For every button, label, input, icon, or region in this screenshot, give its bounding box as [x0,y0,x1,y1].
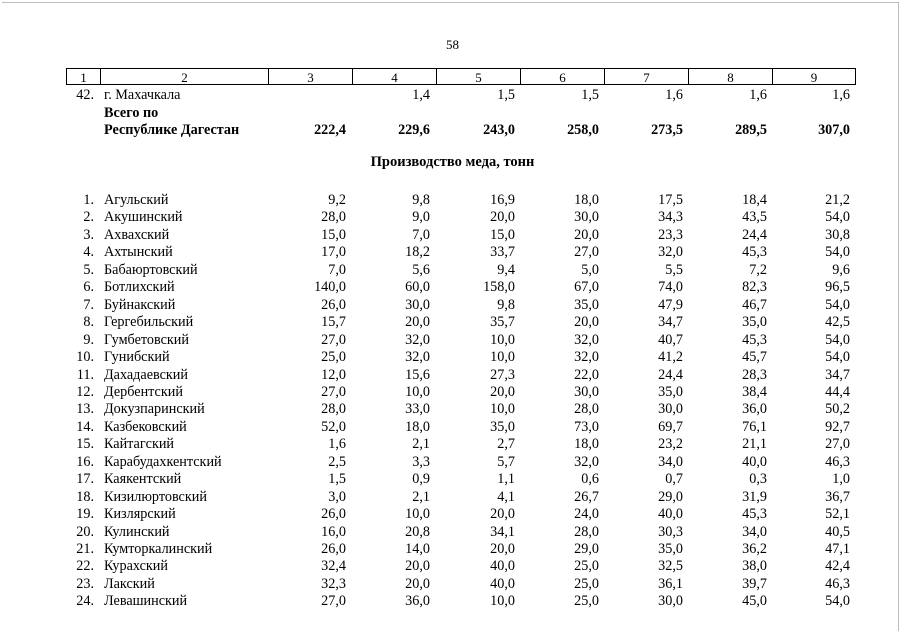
value-cell: 5,5 [665,261,683,278]
table-row [0,87,905,105]
value-cell: 7,0 [328,261,346,278]
value-cell: 32,5 [658,558,683,575]
row-number: 7. [83,296,94,313]
row-number: 5. [83,261,94,278]
district-name: Лакский [104,575,155,592]
district-name: Докузпаринский [104,401,205,418]
table-row [0,367,905,385]
row-number: 23. [76,575,94,592]
row-number: 2. [83,209,94,226]
value-cell: 5,6 [412,261,430,278]
value-cell: 45,7 [742,349,767,366]
value-cell: 3,3 [412,453,430,470]
value-cell: 27,0 [825,436,850,453]
value-cell: 28,0 [574,401,599,418]
table-row [0,593,905,611]
value-cell: 18,4 [742,192,767,208]
row-number: 9. [83,331,94,348]
value-cell: 34,3 [658,209,683,226]
district-name: Гергебильский [104,314,194,331]
value-cell: 31,9 [742,488,767,505]
table-row [0,401,905,419]
value-cell: 273,5 [651,122,683,138]
table-row [0,506,905,524]
page-number: 58 [446,37,459,52]
table-row [0,436,905,454]
value-cell: 25,0 [574,593,599,610]
value-cell: 27,0 [321,383,346,400]
value-cell: 20,8 [405,523,430,540]
value-cell: 52,0 [321,418,346,435]
value-cell: 28,0 [321,401,346,418]
value-cell: 39,7 [742,575,767,592]
table-row [0,384,905,402]
value-cell: 3,0 [328,488,346,505]
value-cell: 32,0 [658,244,683,261]
value-cell: 32,0 [574,453,599,470]
district-name: Кизлярский [104,506,176,523]
value-cell: 34,0 [742,523,767,540]
value-cell: 25,0 [321,349,346,366]
total-row [0,122,905,140]
row-number: 4. [83,244,94,261]
value-cell: 34,7 [825,366,850,383]
value-cell: 0,7 [665,471,683,488]
value-cell: 40,0 [658,506,683,523]
value-cell: 14,0 [405,541,430,557]
value-cell: 47,9 [658,296,683,313]
value-cell: 27,3 [490,366,515,383]
value-cell: 2,5 [328,453,346,470]
value-cell: 44,4 [825,383,850,400]
value-cell: 15,0 [490,226,515,243]
value-cell: 45,3 [742,331,767,348]
value-cell: 36,1 [658,575,683,592]
value-cell: 20,0 [405,558,430,575]
value-cell: 32,0 [574,349,599,366]
row-number: 13. [76,401,94,418]
table-row [0,454,905,472]
value-cell: 15,6 [405,366,430,383]
value-cell: 0,9 [412,471,430,488]
row-number: 42. [76,87,94,103]
value-cell: 29,0 [574,541,599,557]
row-number: 18. [76,488,94,505]
value-cell: 158,0 [483,279,515,296]
column-header-4: 4 [352,68,436,85]
table-row [0,297,905,315]
table-row [0,227,905,245]
value-cell: 26,0 [321,541,346,557]
value-cell: 32,0 [574,331,599,348]
district-name: Ботлихский [104,279,175,296]
value-cell: 40,0 [490,558,515,575]
value-cell: 222,4 [314,122,346,138]
district-name: Левашинский [104,593,188,610]
value-cell: 32,3 [321,575,346,592]
value-cell: 35,0 [742,314,767,331]
table-row [0,349,905,367]
column-header-9: 9 [772,68,856,85]
table-row [0,244,905,262]
value-cell: 40,7 [658,331,683,348]
value-cell: 20,0 [405,314,430,331]
value-cell: 12,0 [321,366,346,383]
value-cell: 0,3 [749,471,767,488]
value-cell: 243,0 [483,122,515,138]
value-cell: 20,0 [490,383,515,400]
value-cell: 9,8 [412,192,430,208]
value-cell: 1,6 [328,436,346,453]
value-cell: 26,7 [574,488,599,505]
value-cell: 40,0 [490,575,515,592]
value-cell: 20,0 [490,506,515,523]
value-cell: 34,7 [658,314,683,331]
column-header-3: 3 [268,68,352,85]
value-cell: 9,6 [832,261,850,278]
value-cell: 54,0 [825,331,850,348]
value-cell: 45,0 [742,593,767,610]
value-cell: 17,0 [321,244,346,261]
value-cell: 307,0 [818,122,850,138]
district-name: г. Махачкала [104,87,181,103]
section-title: Производство меда, тонн [370,154,535,170]
district-name: Дербентский [104,383,183,400]
row-number: 10. [76,349,94,366]
value-cell: 30,0 [574,209,599,226]
value-cell: 4,1 [497,488,515,505]
value-cell: 74,0 [658,279,683,296]
row-number: 16. [76,453,94,470]
value-cell: 25,0 [574,558,599,575]
value-cell: 140,0 [314,279,346,296]
value-cell: 10,0 [490,401,515,418]
value-cell: 35,0 [574,296,599,313]
value-cell: 2,1 [412,488,430,505]
value-cell: 15,7 [321,314,346,331]
value-cell: 36,0 [742,401,767,418]
column-header-1: 1 [66,68,100,85]
value-cell: 18,0 [405,418,430,435]
value-cell: 9,2 [328,192,346,208]
value-cell: 38,0 [742,558,767,575]
value-cell: 25,0 [574,575,599,592]
value-cell: 43,5 [742,209,767,226]
value-cell: 36,2 [742,541,767,557]
value-cell: 18,0 [574,436,599,453]
value-cell: 32,0 [405,331,430,348]
value-cell: 24,4 [742,226,767,243]
value-cell: 18,2 [405,244,430,261]
value-cell: 22,0 [574,366,599,383]
table-row [0,332,905,350]
value-cell: 27,0 [574,244,599,261]
total-label-row [0,105,905,123]
value-cell: 54,0 [825,209,850,226]
value-cell: 50,2 [825,401,850,418]
value-cell: 1,5 [581,87,599,103]
value-cell: 60,0 [405,279,430,296]
value-cell: 28,0 [321,209,346,226]
value-cell: 42,5 [825,314,850,331]
value-cell: 36,7 [825,488,850,505]
value-cell: 5,0 [581,261,599,278]
value-cell: 34,0 [658,453,683,470]
value-cell: 1,0 [832,471,850,488]
district-name: Гумбетовский [104,331,189,348]
value-cell: 9,0 [412,209,430,226]
table-row [0,419,905,437]
table-row [0,489,905,507]
value-cell: 32,4 [321,558,346,575]
row-number: 20. [76,523,94,540]
value-cell: 9,8 [497,296,515,313]
value-cell: 18,0 [574,192,599,208]
value-cell: 10,0 [490,331,515,348]
district-name: Кулинский [104,523,170,540]
value-cell: 69,7 [658,418,683,435]
value-cell: 2,7 [497,436,515,453]
row-number: 1. [83,192,94,208]
value-cell: 16,0 [321,523,346,540]
value-cell: 54,0 [825,244,850,261]
value-cell: 28,3 [742,366,767,383]
value-cell: 23,2 [658,436,683,453]
value-cell: 26,0 [321,296,346,313]
value-cell: 1,6 [665,87,683,103]
value-cell: 42,4 [825,558,850,575]
value-cell: 41,2 [658,349,683,366]
row-number: 3. [83,226,94,243]
value-cell: 35,0 [490,418,515,435]
value-cell: 28,0 [574,523,599,540]
value-cell: 40,5 [825,523,850,540]
table-row [0,314,905,332]
value-cell: 76,1 [742,418,767,435]
district-name: Гунибский [104,349,170,366]
district-name: Каякентский [104,471,182,488]
value-cell: 46,7 [742,296,767,313]
row-number: 17. [76,471,94,488]
value-cell: 45,3 [742,244,767,261]
district-name: Агульский [104,192,169,208]
row-number: 14. [76,418,94,435]
value-cell: 47,1 [825,541,850,557]
value-cell: 45,3 [742,506,767,523]
value-cell: 36,0 [405,593,430,610]
value-cell: 27,0 [321,593,346,610]
value-cell: 82,3 [742,279,767,296]
district-name: Казбековский [104,418,187,435]
table-row [0,192,905,210]
value-cell: 15,0 [321,226,346,243]
column-header-6: 6 [520,68,604,85]
value-cell: 30,0 [574,383,599,400]
value-cell: 9,4 [497,261,515,278]
value-cell: 21,2 [825,192,850,208]
row-number: 19. [76,506,94,523]
district-name: Буйнакский [104,296,176,313]
value-cell: 30,0 [405,296,430,313]
value-cell: 30,0 [658,401,683,418]
value-cell: 23,3 [658,226,683,243]
table-row [0,558,905,576]
value-cell: 1,6 [832,87,850,103]
district-name: Всего по [104,105,159,121]
value-cell: 52,1 [825,506,850,523]
value-cell: 30,8 [825,226,850,243]
value-cell: 7,0 [412,226,430,243]
value-cell: 289,5 [735,122,767,138]
value-cell: 35,0 [658,383,683,400]
district-name: Курахский [104,558,168,575]
table-row [0,471,905,489]
value-cell: 34,1 [490,523,515,540]
value-cell: 96,5 [825,279,850,296]
district-name: Республике Дагестан [104,122,240,138]
value-cell: 46,3 [825,575,850,592]
value-cell: 54,0 [825,349,850,366]
value-cell: 26,0 [321,506,346,523]
value-cell: 0,6 [581,471,599,488]
column-header-2: 2 [100,68,268,85]
value-cell: 1,5 [497,87,515,103]
district-name: Ахтынский [104,244,173,261]
table-row [0,279,905,297]
value-cell: 32,0 [405,349,430,366]
value-cell: 1,4 [412,87,430,103]
value-cell: 29,0 [658,488,683,505]
value-cell: 10,0 [490,593,515,610]
value-cell: 10,0 [405,506,430,523]
value-cell: 16,9 [490,192,515,208]
value-cell: 17,5 [658,192,683,208]
value-cell: 7,2 [749,261,767,278]
value-cell: 1,6 [749,87,767,103]
row-number: 12. [76,383,94,400]
row-number: 11. [76,366,94,383]
value-cell: 2,1 [412,436,430,453]
value-cell: 20,0 [490,541,515,557]
district-name: Бабаюртовский [104,261,198,278]
value-cell: 27,0 [321,331,346,348]
value-cell: 24,0 [574,506,599,523]
value-cell: 46,3 [825,453,850,470]
value-cell: 5,7 [497,453,515,470]
value-cell: 20,0 [490,209,515,226]
value-cell: 10,0 [405,383,430,400]
row-number: 15. [76,436,94,453]
value-cell: 54,0 [825,296,850,313]
value-cell: 20,0 [574,314,599,331]
column-header-7: 7 [604,68,688,85]
value-cell: 33,7 [490,244,515,261]
value-cell: 40,0 [742,453,767,470]
column-header-5: 5 [436,68,520,85]
value-cell: 92,7 [825,418,850,435]
value-cell: 33,0 [405,401,430,418]
column-header-8: 8 [688,68,772,85]
row-number: 8. [83,314,94,331]
row-number: 6. [83,279,94,296]
value-cell: 20,0 [574,226,599,243]
row-number: 22. [76,558,94,575]
table-row [0,262,905,280]
row-number: 24. [76,593,94,610]
value-cell: 1,5 [328,471,346,488]
row-number: 21. [76,541,94,557]
value-cell: 20,0 [405,575,430,592]
value-cell: 67,0 [574,279,599,296]
value-cell: 258,0 [567,122,599,138]
value-cell: 73,0 [574,418,599,435]
district-name: Ахвахский [104,226,170,243]
table-row [0,524,905,542]
district-name: Карабудахкентский [104,453,222,470]
value-cell: 229,6 [398,122,430,138]
value-cell: 35,7 [490,314,515,331]
value-cell: 54,0 [825,593,850,610]
table-row [0,576,905,594]
district-name: Кумторкалинский [104,541,213,557]
district-name: Акушинский [104,209,183,226]
table-row [0,209,905,227]
value-cell: 1,1 [497,471,515,488]
value-cell: 30,0 [658,593,683,610]
value-cell: 35,0 [658,541,683,557]
value-cell: 10,0 [490,349,515,366]
district-name: Дахадаевский [104,366,188,383]
value-cell: 30,3 [658,523,683,540]
value-cell: 24,4 [658,366,683,383]
value-cell: 38,4 [742,383,767,400]
district-name: Кизилюртовский [104,488,207,505]
table-row [0,541,905,559]
district-name: Кайтагский [104,436,175,453]
value-cell: 21,1 [742,436,767,453]
